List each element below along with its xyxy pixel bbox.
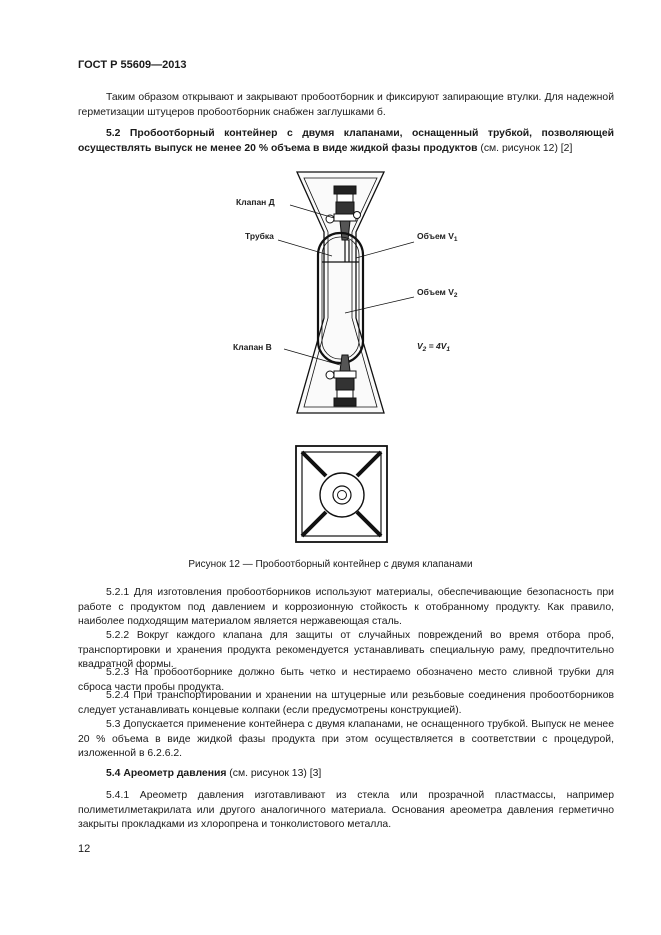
section-5-2-ref: (см. рисунок 12) [2] (477, 142, 573, 154)
section-5-4-heading (78, 767, 614, 782)
top-fitting (337, 194, 353, 202)
top-valve-stem (334, 214, 356, 221)
section-5-4-title: 5.4 Ареометр давления (106, 768, 227, 779)
diag-brace-tl (302, 452, 326, 476)
leader-vol1 (356, 242, 414, 258)
bottom-valve-body (336, 378, 354, 390)
paragraph-5-2-3: 5.2.3 На пробоотборнике должно быть четко и нестираемо обозначено место сливной трубки для сброса части пробы продукта. (78, 667, 614, 693)
bottom-valve-stem (334, 371, 356, 378)
label-volume-1: Объем $V_1$ (417, 231, 458, 243)
label-valve-d: Клапан Д (236, 197, 275, 207)
top-view-frame (296, 446, 387, 542)
paragraph-5-4-1: 5.4.1 Ареометр давления изготавливают из стекла или прозрачной пластмассы, например полиметилметакрилата или другого аналогичного материала. Основания ареометра давления герметично закрыты прокладками из хлоропрена и тонколистового металла. (78, 790, 614, 830)
diag-brace-bl (302, 512, 326, 536)
label-tube: Трубка (245, 231, 274, 241)
paragraph-5-2-4: 5.2.4 При транспортировании и хранении на штуцерные или резьбовые соединения пробоотборников следует устанавливать концевые колпаки (если предусмотрены конструкцией). (78, 690, 614, 716)
label-volume-2: Объем $V_2$ (417, 287, 458, 299)
paragraph-5-2-1: 5.2.1 Для изготовления пробоотборников используют материалы, обеспечивающие безопасность при работе с продуктом под давлением и коррозионную стойкость к отобранному продукту. Как правило, наиболее подходящим материалом является нержавеющая сталь. (78, 587, 614, 627)
diag-brace-tr (357, 452, 381, 476)
paragraph-5-2-2: 5.2.2 Вокруг каждого клапана для защиты от случайных повреждений во время отбора проб, транспортировки и хранения продукта рекомендуется устанавливать специальную раму, предпочтительно квадратной формы. (78, 630, 614, 670)
intro-paragraph: Таким образом открывают и закрывают пробоотборник и фиксируют запирающие втулки. Для надежной герметизации штуцеров пробоотборник снабжен заглушками б. (78, 92, 614, 118)
section-5-2-title: 5.2 Пробоотборный контейнер с двумя клапанами, оснащенный трубкой, позволяющей осуществлять выпуск не менее 20 % объема в виде жидкой фазы продуктов (78, 128, 614, 154)
bottom-fitting (337, 390, 353, 398)
bottom-handle-knob (326, 371, 334, 379)
paragraph-5-3: 5.3 Допускается применение контейнера с двумя клапанами, не оснащенного трубкой. Выпуск не менее 20 % объема в виде жидкой фазы продукта при этом осуществляется в соответствии с процедурой, изложенной в 6.2.6.2. (78, 719, 614, 759)
top-side-port (354, 212, 361, 219)
bottom-cap (334, 398, 356, 406)
figure-caption: Рисунок 12 — Пробоотборный контейнер с двумя клапанами (188, 559, 473, 570)
label-formula: $V_2 = 4V_1$ (417, 341, 451, 353)
vessel-top-circle (320, 473, 364, 517)
bottom-valve-cone (340, 355, 350, 371)
diag-brace-br (357, 512, 381, 536)
standard-header: ГОСТ Р 55609—2013 (78, 59, 187, 71)
top-valve-body (336, 202, 354, 214)
section-5-4-ref: (см. рисунок 13) [3] (226, 768, 322, 779)
top-cap (334, 186, 356, 194)
label-valve-v: Клапан В (233, 342, 272, 352)
page-number: 12 (78, 843, 91, 855)
